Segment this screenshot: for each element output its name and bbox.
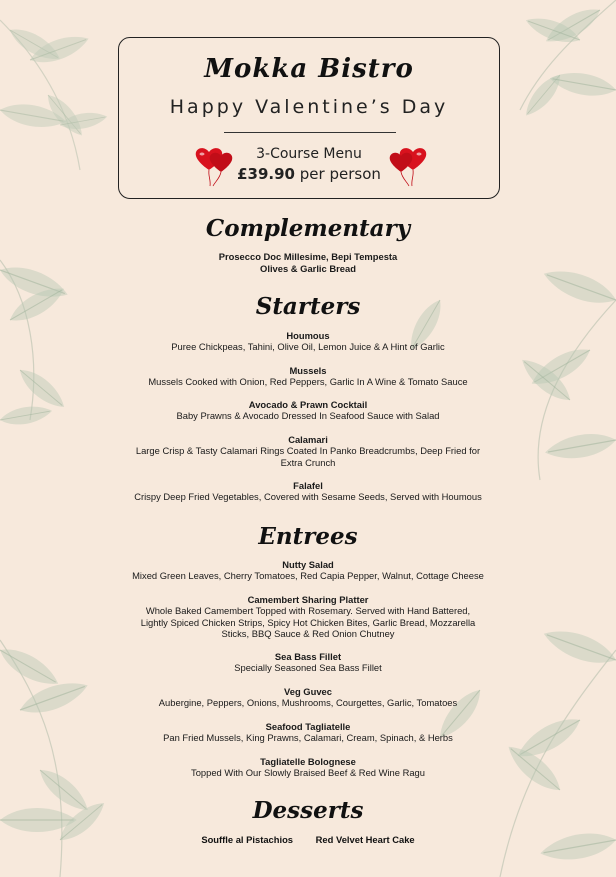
section-title-starters: Starters <box>255 293 361 320</box>
complementary-line: Prosecco Doc Millesime, Bepi Tempesta <box>218 251 398 262</box>
section-title-desserts: Desserts <box>252 797 364 824</box>
dessert-item: Souffle al Pistachios <box>201 834 294 845</box>
dish-name: Avocado & Prawn Cocktail <box>248 399 368 410</box>
occasion-title: Happy Valentine’s Day <box>169 96 449 118</box>
brand-name: Mokka Bistro <box>204 54 414 84</box>
dessert-item: Red Velvet Heart Cake <box>315 834 415 845</box>
dish-description: Whole Baked Camembert Topped with Rosemary. Served with Hand Battered, <box>145 605 471 616</box>
complementary-line: Olives & Garlic Bread <box>260 263 356 274</box>
dish-description: Large Crisp & Tasty Calamari Rings Coated In Panko Breadcrumbs, Deep Fried for <box>135 445 481 456</box>
price-suffix: per person <box>299 165 381 183</box>
dish-name: Mussels <box>289 365 327 376</box>
dish-name: Nutty Salad <box>282 559 334 570</box>
section-title-entrees: Entrees <box>258 523 358 550</box>
dish-name: Calamari <box>288 434 328 445</box>
dish-name: Veg Guvec <box>284 686 332 697</box>
dish-description: Sticks, BBQ Sauce & Red Onion Chutney <box>221 628 395 639</box>
dish-name: Sea Bass Fillet <box>274 651 342 662</box>
dish-name: Camembert Sharing Platter <box>247 594 369 605</box>
dish-description: Pan Fried Mussels, King Prawns, Calamari, Cream, Spinach, & Herbs <box>163 732 453 743</box>
price-value: £39.90 <box>237 165 295 183</box>
dish-description: Baby Prawns & Avocado Dressed In Seafood Sauce with Salad <box>176 410 440 421</box>
dish-description: Extra Crunch <box>280 457 336 468</box>
dessert-list <box>0 834 616 845</box>
dish-name: Houmous <box>286 330 330 341</box>
menu-type: 3-Course Menu <box>256 146 362 162</box>
dish-name: Tagliatelle Bolognese <box>260 756 356 767</box>
dish-description: Aubergine, Peppers, Onions, Mushrooms, Courgettes, Garlic, Tomatoes <box>158 697 458 708</box>
dish-description: Specially Seasoned Sea Bass Fillet <box>234 662 382 673</box>
dish-description: Topped With Our Slowly Braised Beef & Red Wine Ragu <box>191 767 425 778</box>
dish-description: Mussels Cooked with Onion, Red Peppers, Garlic In A Wine & Tomato Sauce <box>148 376 468 387</box>
divider <box>224 132 396 133</box>
header-card <box>118 37 500 199</box>
price-line <box>119 165 499 183</box>
dish-description: Crispy Deep Fried Vegetables, Covered with Sesame Seeds, Served with Houmous <box>134 491 482 502</box>
dish-name: Falafel <box>293 480 323 491</box>
section-title-complementary: Complementary <box>205 215 411 242</box>
dish-name: Seafood Tagliatelle <box>265 721 351 732</box>
dish-description: Puree Chickpeas, Tahini, Olive Oil, Lemon Juice & A Hint of Garlic <box>171 341 445 352</box>
dish-description: Lightly Spiced Chicken Strips, Spicy Hot Chicken Bites, Garlic Bread, Mozzarella <box>140 617 476 628</box>
dish-description: Mixed Green Leaves, Cherry Tomatoes, Red Capia Pepper, Walnut, Cottage Cheese <box>132 570 484 581</box>
